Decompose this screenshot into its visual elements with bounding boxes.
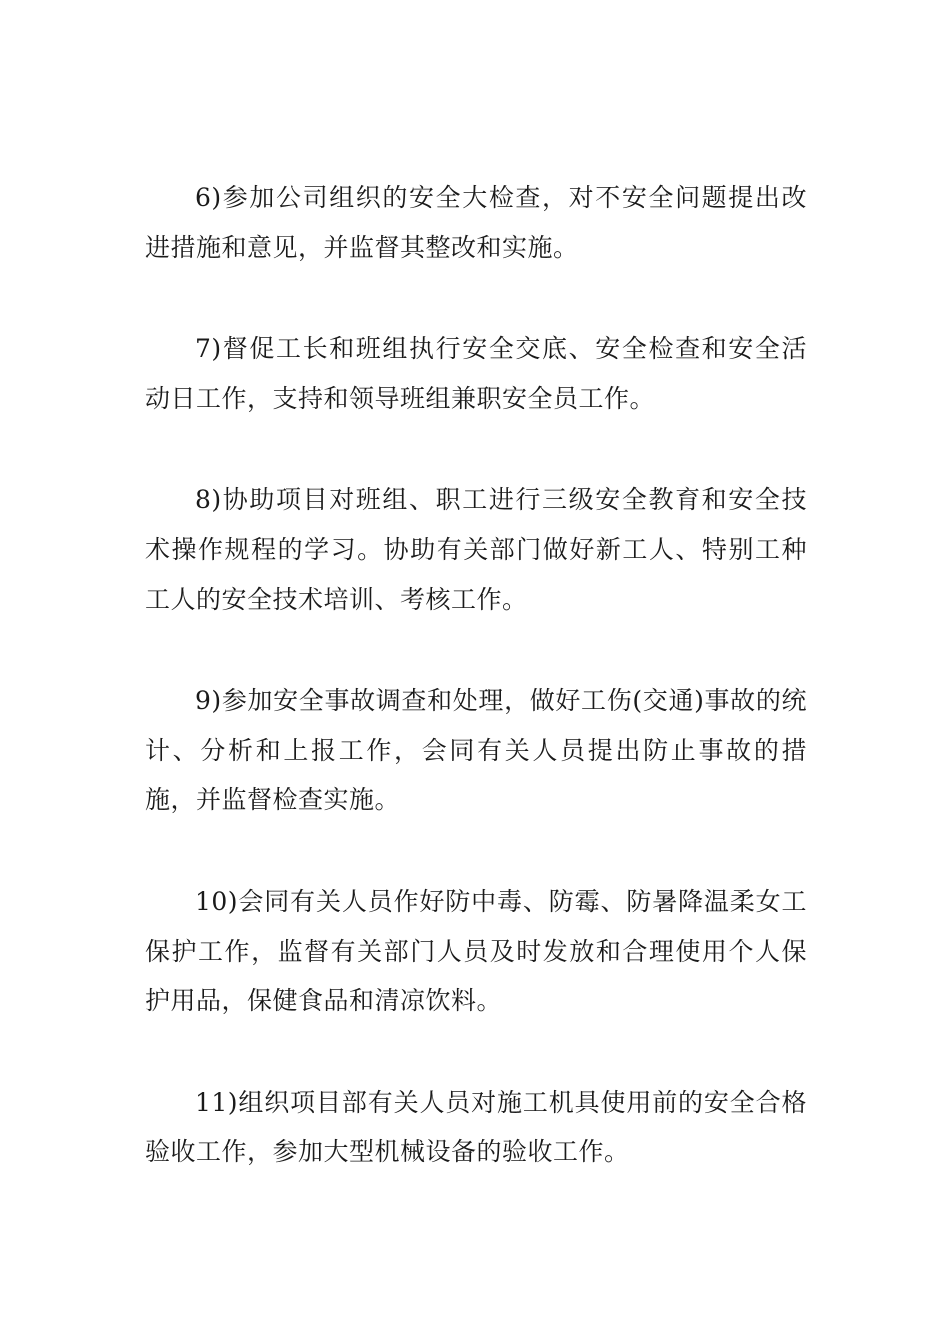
paragraph-item-7: 7)督促工长和班组执行安全交底、安全检查和安全活动日工作，支持和领导班组兼职安全员工作。	[145, 334, 807, 413]
paragraph-item-8: 8)协助项目对班组、职工进行三级安全教育和安全技术操作规程的学习。协助有关部门做好新工人、特别工种工人的安全技术培训、考核工作。	[145, 485, 807, 614]
paragraph-item-11: 11)组织项目部有关人员对施工机具使用前的安全合格验收工作，参加大型机械设备的验收工作。	[145, 1087, 807, 1167]
document-body	[145, 173, 807, 1229]
paragraph-item-10: 10)会同有关人员作好防中毒、防霉、防暑降温柔女工保护工作，监督有关部门人员及时发放和合理使用个人保护用品，保健食品和清凉饮料。	[145, 886, 807, 1016]
paragraph-item-9: 9)参加安全事故调查和处理，做好工伤(交通)事故的统计、分析和上报工作，会同有关人员提出防止事故的措施，并监督检查实施。	[145, 686, 807, 815]
paragraph-item-6: 6)参加公司组织的安全大检查，对不安全问题提出改进措施和意见，并监督其整改和实施。	[145, 183, 807, 262]
